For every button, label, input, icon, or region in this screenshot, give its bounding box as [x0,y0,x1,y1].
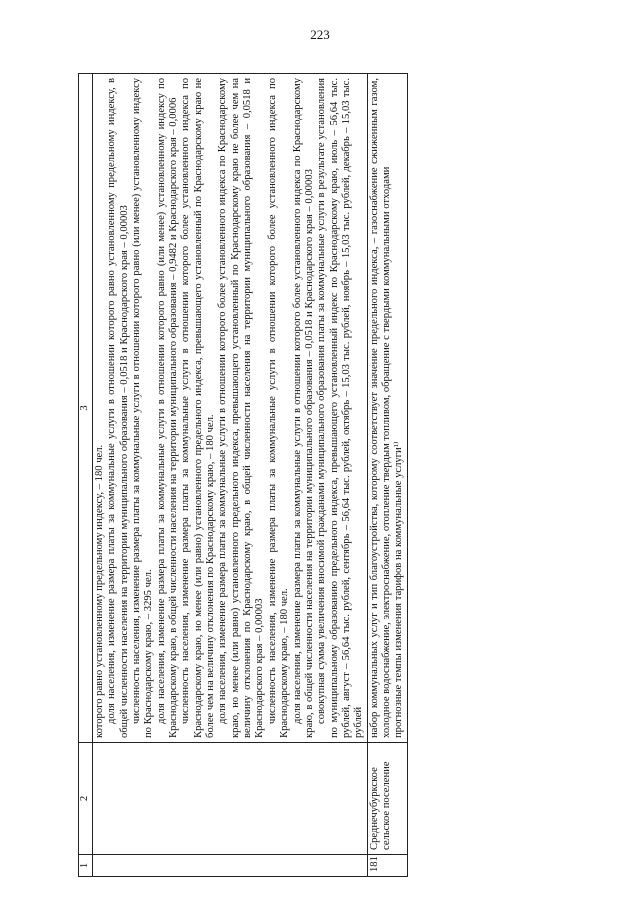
row-number-cell: 181 [367,855,407,877]
paragraph: численность населения, изменение размера платы за коммунальные услуги в отношении которого равно (или менее) установленному индексу по Краснодарскому краю, – 3295 чел. [131,78,155,738]
paragraph: доля населения, изменение размера платы за коммунальные услуги в отношении которого более установленного индекса по Краснодарскому краю, в общей численности населения на территории муниципального образования – 0,0518 и Краснодарского края – 0,00003 [291,78,315,738]
column-header-1: 1 [79,855,93,877]
page-number: 223 [310,27,330,42]
table-row [93,74,368,877]
municipality-name-cell: Среднечубуркское сельское поселение [367,743,407,855]
paragraph: прогнозные темпы изменения тарифов на коммунальные услуги¹⁾ [393,441,405,738]
paragraph: совокупная сумма увеличения вносимой гражданами муниципального образования платы за коммунальные услуги в результате установления по муниципальному образованию предельного индекса, превышающего установленный индекс по Краснодарскому краю, июль – 56,64 тыс. рублей, август – 56,64 тыс. рублей, сентябрь – 56,64 тыс. рублей, октябрь – 15,03 тыс. рублей, ноябрь – 15,03 тыс. рублей, декабрь – 15,03 тыс. рублей [316,78,365,738]
row-number-cell [93,855,368,877]
paragraph: доля населения, изменение размера платы за коммунальные услуги в отношении которого равно установленному предельному индексу, в общей численности населения на территории муниципального образования – 0,0518 и Краснодарского края – 0,00003 [106,78,130,738]
paragraph: которого равно установленному предельному индексу, – 180 чел. [94,444,105,738]
municipality-name-cell [93,743,368,855]
column-header-3: 3 [79,74,93,743]
indicator-description-cell [93,74,368,743]
paragraph: численность населения, изменение размера платы за коммунальные услуги в отношении которого более установленного индекса по Краснодарскому краю, но менее (или равно) установленного предельного индекса, превышающего установленный по Краснодарскому краю не более чем на величину отклонения по Краснодарскому краю, – 180 чел. [180,78,217,738]
paragraph: численность населения, изменение размера платы за коммунальные услуги в отношении которого более установленного индекса по Краснодарскому краю, – 180 чел. [266,78,291,738]
column-header-2: 2 [79,743,93,855]
paragraph: доля населения, изменение размера платы за коммунальные услуги в отношении которого более установленного индекса по Краснодарскому краю, но менее (или равно) установленного предельного индекса, превышающего установленный по Краснодарскому краю не более чем на величину отклонения по Краснодарскому краю, в общей численности населения на территории муниципального образования – 0,0518 и Краснодарского края – 0,00003 [217,78,266,738]
paragraph: доля населения, изменение размера платы за коммунальные услуги в отношении которого равно (или менее) установленному индексу по Краснодарскому краю, в общей численности населения на территории муниципального образования – 0,9482 и Краснодарского края – 0,0006 [155,78,180,738]
indicator-description-cell [367,74,407,743]
paragraph: набор коммунальных услуг и тип благоустройства, которому соответствует значение предельного индекса, – газоснабжение сжиженным газом, холодное водоснабжение, электроснабжение, отопление твердым топливом, обращение с твердыми коммунальными отходами [368,78,392,738]
table-header-row [79,74,93,877]
table-row [367,74,407,877]
document-table [78,73,408,877]
